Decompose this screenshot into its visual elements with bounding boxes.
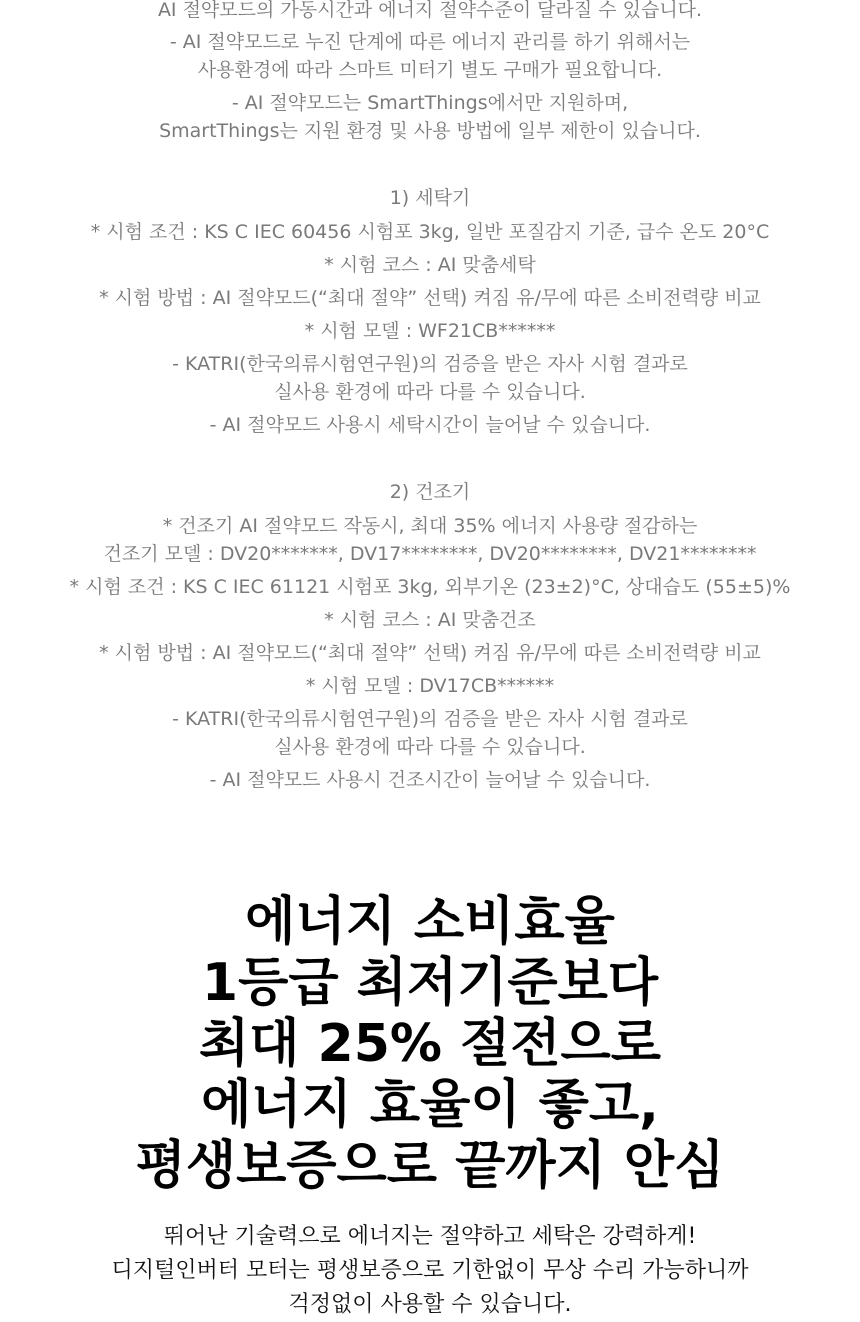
note-line: 사용환경에 따라 스마트 미터기 별도 구매가 필요합니다. bbox=[197, 59, 663, 81]
subcopy-line: 디지털인버터 모터는 평생보증으로 기한없이 무상 수리 가능하니까 bbox=[111, 1258, 749, 1283]
headline-line: 에너지 효율이 좋고, bbox=[201, 1075, 659, 1135]
headline-line: 최대 25% 절전으로 bbox=[198, 1014, 662, 1074]
note-line: * 시험 코스 : AI 맞춤세탁 bbox=[324, 254, 536, 276]
note-line: - AI 절약모드는 SmartThings에서만 지원하며, bbox=[231, 92, 629, 114]
subcopy bbox=[0, 1220, 860, 1322]
note-line: * 시험 모델 : WF21CB****** bbox=[304, 320, 556, 342]
headline-line: 1등급 최저기준보다 bbox=[201, 953, 659, 1013]
subcopy-line: 뛰어난 기술력으로 에너지는 절약하고 세탁은 강력하게! bbox=[163, 1224, 697, 1249]
note-line: SmartThings는 지원 환경 및 사용 방법에 일부 제한이 있습니다. bbox=[159, 120, 701, 142]
note-line: - AI 절약모드 사용시 세탁시간이 늘어날 수 있습니다. bbox=[209, 414, 651, 436]
note-line: - KATRI(한국의류시험연구원)의 검증을 받은 자사 시험 결과로 bbox=[172, 708, 688, 730]
note-line: * 시험 방법 : AI 절약모드(“최대 절약” 선택) 켜짐 유/무에 따른 소비전력량 비교 bbox=[99, 287, 761, 309]
note-line: 실사용 환경에 따라 다를 수 있습니다. bbox=[274, 736, 586, 758]
note-line: * 시험 모델 : DV17CB****** bbox=[305, 675, 555, 697]
note-line: 건조기 모델 : DV20*******, DV17********, DV20********, DV21******** bbox=[103, 543, 757, 565]
note-line: - KATRI(한국의류시험연구원)의 검증을 받은 자사 시험 결과로 bbox=[172, 353, 688, 375]
note-line: * 건조기 AI 절약모드 작동시, 최대 35% 에너지 사용량 절감하는 bbox=[162, 515, 698, 537]
note-line: - AI 절약모드 사용시 건조시간이 늘어날 수 있습니다. bbox=[209, 769, 651, 791]
headline-line: 에너지 소비효율 bbox=[245, 892, 615, 952]
note-line: * 시험 코스 : AI 맞춤건조 bbox=[324, 609, 536, 631]
note-line: - AI 절약모드로 누진 단계에 따른 에너지 관리를 하기 위해서는 bbox=[169, 31, 691, 53]
note-line: AI 절약모드의 가동시간과 에너지 절약수준이 달라질 수 있습니다. bbox=[157, 0, 703, 21]
headline-line: 평생보증으로 끝까지 안심 bbox=[135, 1136, 725, 1196]
note-line: * 시험 조건 : KS C IEC 60456 시험포 3kg, 일반 포질감지 기준, 급수 온도 20°C bbox=[90, 221, 770, 243]
dryer-heading: 2) 건조기 bbox=[389, 481, 471, 503]
headline bbox=[0, 892, 860, 1197]
washer-heading: 1) 세탁기 bbox=[389, 187, 471, 209]
note-line: * 시험 조건 : KS C IEC 61121 시험포 3kg, 외부기온 (23±2)°C, 상대습도 (55±5)% bbox=[69, 576, 791, 598]
subcopy-line: 걱정없이 사용할 수 있습니다. bbox=[288, 1292, 572, 1317]
note-line: * 시험 방법 : AI 절약모드(“최대 절약” 선택) 켜짐 유/무에 따른 소비전력량 비교 bbox=[99, 642, 761, 664]
note-line: 실사용 환경에 따라 다를 수 있습니다. bbox=[274, 381, 586, 403]
